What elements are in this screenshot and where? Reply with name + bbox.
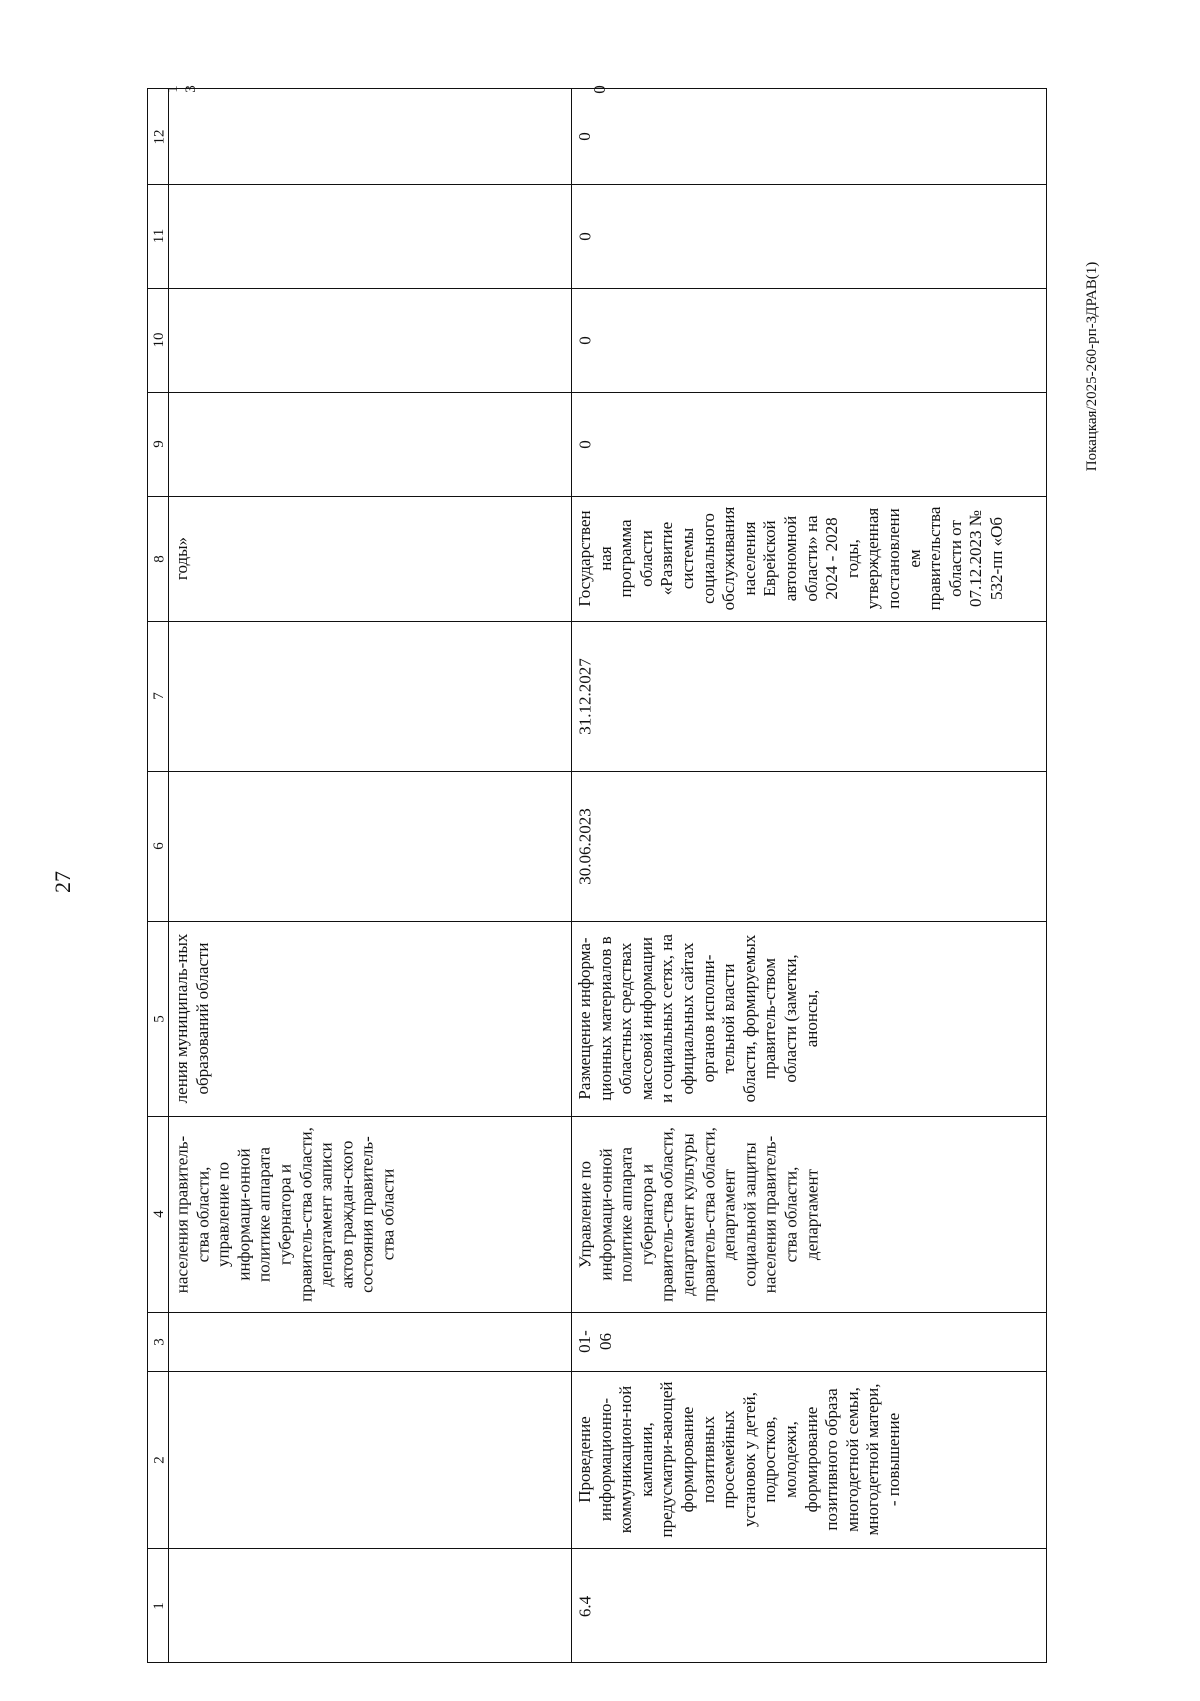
header-col-4 bbox=[148, 1116, 168, 1312]
document-code-text: Покацкая/2025-260-рп-ЗДРАВ(1) bbox=[1084, 261, 1101, 471]
row-6-4-col-6-text: 30.06.2023 bbox=[575, 807, 594, 885]
continuation-row-col-3 bbox=[168, 1312, 571, 1371]
continuation-row-col-7 bbox=[168, 621, 571, 771]
header-col-8 bbox=[148, 496, 168, 621]
row-6-4-col-11 bbox=[571, 184, 1048, 288]
row-6-4-col-5 bbox=[571, 921, 1048, 1116]
header-col-3 bbox=[148, 1312, 168, 1371]
header-col-10 bbox=[148, 288, 168, 392]
row-6-4-col-1-text: 6.4 bbox=[575, 1595, 594, 1617]
row-6-4-col-9 bbox=[571, 392, 1048, 496]
continuation-row-col-5 bbox=[168, 921, 571, 1116]
header-col-12-text: 12 bbox=[151, 129, 167, 144]
continuation-row-col-1-text bbox=[170, 1552, 569, 1660]
continuation-row-col-6 bbox=[168, 771, 571, 921]
row-6-4-col-2 bbox=[571, 1371, 1048, 1548]
continuation-row-col-6-text bbox=[170, 775, 569, 917]
header-col-4-text: 4 bbox=[151, 1210, 167, 1218]
header-col-13-text: 13 bbox=[164, 85, 199, 93]
header-col-5-text: 5 bbox=[151, 1014, 167, 1023]
continuation-row-col-9-text bbox=[170, 396, 569, 492]
row-6-4-col-6 bbox=[571, 771, 1048, 921]
continuation-row-col-3-text bbox=[170, 1316, 569, 1367]
continuation-row-col-9 bbox=[168, 392, 571, 496]
rotated-table bbox=[147, 84, 1047, 1663]
header-col-8-text: 8 bbox=[151, 554, 167, 563]
header-col-9-text: 9 bbox=[151, 440, 167, 448]
row-6-4-col-9-text: 0 bbox=[575, 439, 594, 449]
continuation-row-col-10-text bbox=[170, 292, 569, 388]
header-col-3-text: 3 bbox=[151, 1337, 167, 1346]
document-code-footer bbox=[1063, 216, 1123, 516]
row-6-4-col-2-text: Проведение информационно-коммуникацион-ной кампании, предусматри-вающей формирование позитивных просемейных установок у детей, подростков, молодежи, формирование позитивного образа многодетной семьи, многодетной матери, - повышение bbox=[575, 1381, 903, 1538]
continuation-row-col-13-text bbox=[180, 83, 579, 95]
continuation-row-col-5-text: ления муниципаль-ных образований области bbox=[172, 933, 212, 1104]
header-col-1-text: 1 bbox=[151, 1602, 167, 1610]
header-col-1 bbox=[148, 1548, 168, 1664]
row-6-4-col-8-text: Государственная программа области «Развитие системы социального обслуживания населения Еврейской автономной области» на 2024 - 2028 годы, утвержденная постановлением правительства области от 07.12.2023 № 532-пп «Об bbox=[575, 506, 1006, 611]
header-col-9 bbox=[148, 392, 168, 496]
header-col-2-text: 2 bbox=[151, 1455, 167, 1464]
continuation-row-col-8 bbox=[168, 496, 571, 621]
header-col-11-text: 11 bbox=[151, 228, 167, 244]
continuation-row-col-12-text bbox=[170, 93, 569, 180]
continuation-row-col-1 bbox=[168, 1548, 571, 1664]
row-6-4-col-8 bbox=[571, 496, 1048, 621]
continuation-row-col-2-text bbox=[170, 1375, 569, 1544]
header-col-6 bbox=[148, 771, 168, 921]
continuation-row-col-4 bbox=[168, 1116, 571, 1312]
header-col-2 bbox=[148, 1371, 168, 1548]
row-6-4-col-1 bbox=[571, 1548, 1048, 1664]
header-col-12 bbox=[148, 89, 168, 184]
row-6-4-col-4-text: Управление по информаци-онной политике аппарата губернатора и правитель-ства области, департамент культуры правитель-ства области, департамент социальной защиты населения правитель-ства области, департамент bbox=[575, 1126, 821, 1302]
header-col-7-text: 7 bbox=[151, 692, 167, 700]
continuation-row-col-10 bbox=[168, 288, 571, 392]
continuation-row-col-12 bbox=[168, 89, 571, 184]
continuation-row-col-11-text bbox=[170, 188, 569, 284]
row-6-4-col-5-text: Размещение информа-ционных материалов в областных средствах массовой информации и социальных сетях, на официальных сайтах органов исполни-тельной власти области, формируемых правитель-ством области (заметки, анонсы, bbox=[575, 934, 821, 1103]
row-6-4-col-3-text: 01-06 bbox=[575, 1330, 615, 1353]
row-6-4-col-11-text: 0 bbox=[575, 231, 594, 241]
header-col-7 bbox=[148, 621, 168, 771]
continuation-row-col-7-text bbox=[170, 625, 569, 767]
row-6-4-col-10 bbox=[571, 288, 1048, 392]
row-6-4-col-7-text: 31.12.2027 bbox=[575, 657, 594, 735]
row-6-4-col-13-text: 0 bbox=[589, 84, 609, 94]
continuation-row-col-11 bbox=[168, 184, 571, 288]
row-6-4-col-4 bbox=[571, 1116, 1048, 1312]
header-col-11 bbox=[148, 184, 168, 288]
continuation-row-col-8-text: годы» bbox=[172, 536, 191, 581]
row-6-4-col-7 bbox=[571, 621, 1048, 771]
header-col-6-text: 6 bbox=[151, 842, 167, 850]
continuation-row-col-4-text: населения правитель-ства области, управление по информаци-онной политике аппарата губернатора и правитель-ства области, департамент записи актов граждан-ского состояния правитель-ства области bbox=[172, 1126, 397, 1302]
continuation-row-col-2 bbox=[168, 1371, 571, 1548]
page-number: 27 bbox=[50, 871, 75, 893]
row-6-4-col-12-text: 0 bbox=[575, 132, 594, 141]
row-6-4-col-3 bbox=[571, 1312, 1048, 1371]
row-6-4-col-12 bbox=[571, 89, 1048, 184]
header-col-10-text: 10 bbox=[151, 332, 167, 348]
header-col-5 bbox=[148, 921, 168, 1116]
row-6-4-col-10-text: 0 bbox=[575, 335, 594, 345]
